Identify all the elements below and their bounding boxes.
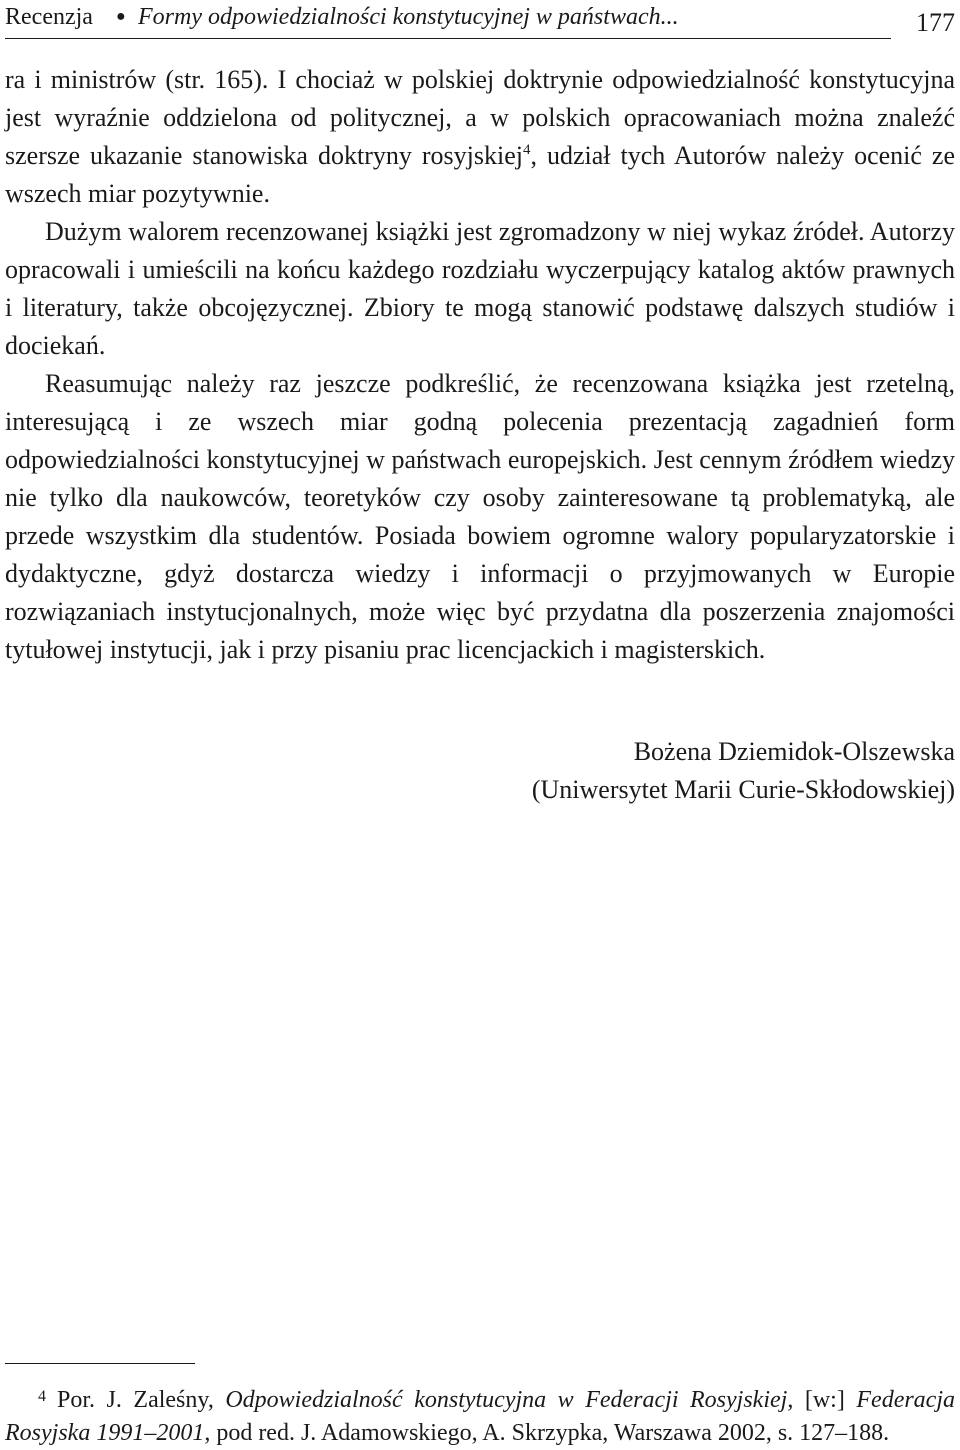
footnote-reference: 4 — [522, 142, 531, 158]
footnote — [5, 1380, 955, 1450]
paragraph-text: , udział tych Autorów należy ocenić ze wszech miar pozytywnie. — [5, 141, 956, 208]
footnote-rule — [5, 1363, 195, 1364]
footnote-number: 4 — [38, 1388, 46, 1405]
author-name: Bożena Dziemidok-Olszewska — [633, 737, 955, 766]
footnote-text: Por. J. Zaleśny, — [57, 1387, 226, 1413]
footnote-cited-title: Odpowiedzialność konstytucyjna w Federacji Rosyjskiej — [225, 1387, 788, 1413]
paragraph-text: ra i ministrów (str. 165). I chociaż w polskiej doktrynie odpowiedzialność konstytucyjna jest wyraźnie oddzielona od politycznej, a w polskich opracowaniach można znaleźć szersze ukazanie stanowiska doktryny rosyjskiej — [5, 65, 955, 170]
header-rule — [5, 38, 891, 39]
paragraph: Dużym walorem recenzowanej książki jest zgromadzony w niej wykaz źródeł. Autorzy opracowali i umieścili na końcu każdego rozdziału wyczerpujący katalog aktów prawnych i literatury, także obcojęzycznej. Zbiory te mogą stanowić podstawę dalszych studiów i dociekań. — [5, 217, 955, 360]
author-affiliation: (Uniwersytet Marii Curie-Skłodowskiej) — [531, 775, 955, 804]
page-number: 177 — [916, 8, 955, 37]
bullet-icon: ● — [116, 8, 126, 25]
header-title: Formy odpowiedzialności konstytucyjnej w państwach... — [138, 4, 679, 30]
paragraph — [5, 61, 955, 213]
footnote-text: , [w:] — [787, 1387, 857, 1413]
paragraph: Reasumując należy raz jeszcze podkreślić, że recenzowana książka jest rzetelną, interesującą i ze wszech miar godną polecenia prezentacją zagadnień form odpowiedzialności konstytucyjnej w państwach europejskich. Jest cennym źródłem wiedzy nie tylko dla naukowców, teoretyków czy osoby zainteresowane tą problematyką, ale przede wszystkim dla studentów. Posiada bowiem ogromne walory popularyzatorskie i dydaktyczne, gdyż dostarcza wiedzy i informacji o przyjmowanych w Europie rozwiązaniach instytucjonalnych, może więc być przydatna dla poszerzenia znajomości tytułowej instytucji, jak i przy pisaniu prac licencjackich i magisterskich. — [5, 369, 955, 664]
body-text — [5, 61, 955, 669]
review-signature — [532, 733, 955, 809]
footnote-book-title: Federacja Rosyjska 1991–2001 — [5, 1387, 955, 1446]
header-section-label: Recenzja — [5, 4, 93, 30]
footnote-text: , pod red. J. Adamowskiego, A. Skrzypka, Warszawa 2002, s. 127–188. — [204, 1420, 890, 1446]
running-header — [5, 0, 955, 40]
